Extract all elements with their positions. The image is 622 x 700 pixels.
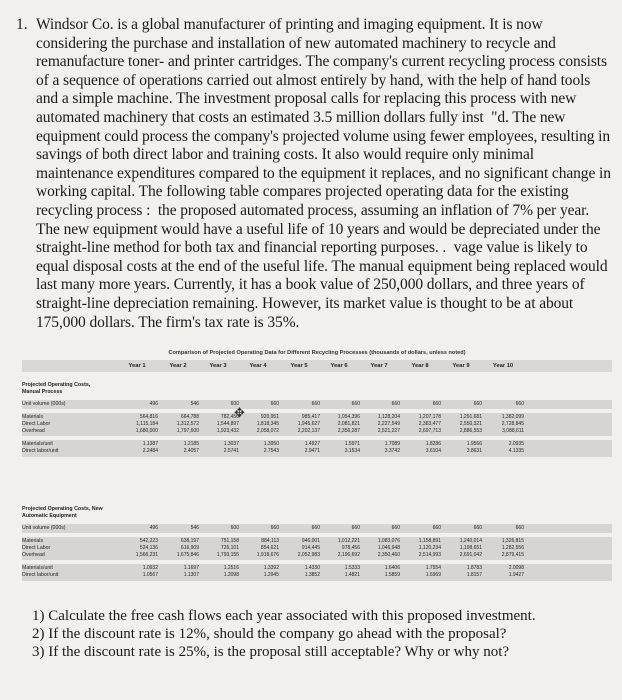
section-heading: Projected Operating Costs, New: [22, 506, 103, 512]
table-cell: 1.5971: [344, 441, 360, 447]
table-cell: 1,012,221: [337, 538, 360, 544]
table-cell: 1.9566: [466, 441, 482, 447]
table-cell: 1.3950: [263, 441, 279, 447]
row-label: Overhead: [22, 428, 45, 434]
table-cell: 660: [270, 401, 279, 407]
question-list: [32, 608, 612, 661]
table-cell: 546: [190, 401, 199, 407]
table-cell: 616,909: [180, 545, 199, 551]
table-title: Comparison of Projected Operating Data for Different Recycling Processes (thousands of dollars, unless noted): [168, 350, 466, 356]
table-cell: 660: [311, 401, 320, 407]
table-cell: 1.8286: [425, 441, 441, 447]
table-cell: 1,083,076: [377, 538, 400, 544]
table-cell: 660: [473, 401, 482, 407]
table-cell: 660: [515, 401, 524, 407]
table-cell: 2.5741: [223, 448, 239, 454]
table-cell: 660: [391, 525, 400, 531]
table-cell: 1.8783: [466, 565, 482, 571]
table-cell: 1.0567: [142, 572, 158, 578]
table-cell: 600: [230, 401, 239, 407]
table-cell: 1,158,891: [418, 538, 441, 544]
table-cell: 2.0098: [508, 565, 524, 571]
table-cell: 2,886,553: [459, 428, 482, 434]
table-cell: 1.7554: [425, 565, 441, 571]
table-cell: 524,136: [139, 545, 158, 551]
table-cell: 1.4927: [304, 441, 320, 447]
table-cell: 1,680,000: [135, 428, 158, 434]
table-cell: 3,088,611: [502, 428, 524, 434]
problem-text: Windsor Co. is a global manufacturer of printing and imaging equipment. It is now considering the purchase and installation of new automated machinery to recycle and remanufacture toner- and printer cartridges. The company's current recycling process consists of a sequence of operations carried out almost entirely by hand, with the help of hand tools and a simple machine. The investment proposal calls for replacing this process with new automated machinery that costs an estimated 3.5 million dollars fully inst "d. The new equipment could process the company's projected volume using fewer employees, resulting in savings of both direct labor and training costs. It also would require only minimal maintenance expenditures compared to the equipment it replaces, and no significant change in working capital. The following table compares projected operating data for the existing recycling process : the proposed automated process, assuming an inflation of 7% per year. The new equipment would have a useful life of 10 years and would be depreciated under the straight-line method for both tax and financial reporting purposes. . vage value is likely to equal disposal costs at the end of the useful life. The manual equipment being replaced would last many more years. Currently, it has a book value of 250,000 dollars, and three years of straight-line depreciation remaining. However, its market value is thought to be at about 175,000 dollars. The firm's tax rate is 35%.: [36, 16, 611, 331]
table-cell: 1.0932: [142, 565, 158, 571]
row-label: Direct labor/unit: [22, 448, 59, 454]
table-cell: 946,001: [301, 538, 320, 544]
table-cell: 660: [351, 401, 360, 407]
row-label: Direct labor/unit: [22, 572, 59, 578]
table-cell: 1,115,184: [136, 421, 158, 427]
row-label: Materials: [22, 414, 44, 420]
table-cell: 660: [311, 525, 320, 531]
year-header: Year 10: [492, 363, 514, 369]
table-cell: 564,816: [139, 414, 158, 420]
table-cell: 1,326,815: [501, 538, 524, 544]
table-cell: 1.2185: [183, 441, 199, 447]
table-cell: 1.3392: [263, 565, 279, 571]
table-cell: 1,240,014: [459, 538, 482, 544]
table-cell: 1.4821: [344, 572, 360, 578]
table-cell: 2,052,983: [297, 552, 320, 558]
table-cell: 1,544,897: [216, 421, 239, 427]
table-cell: 660: [473, 525, 482, 531]
table-cell: 854,621: [260, 545, 279, 551]
table-cell: 660: [270, 525, 279, 531]
table-cell: 2.4057: [183, 448, 199, 454]
table-cell: 726,101: [220, 545, 239, 551]
table-cell: 1.2945: [263, 572, 279, 578]
year-header-row: [22, 360, 612, 372]
year-header: Year 7: [370, 363, 388, 369]
table-cell: 1.2098: [223, 572, 239, 578]
table-cell: 1.9427: [508, 572, 524, 578]
table-cell: 2,202,137: [297, 428, 320, 434]
table-cell: 884,113: [261, 538, 279, 544]
table-cell: 3.8631: [466, 448, 482, 454]
table-cell: 660: [515, 525, 524, 531]
table-cell: 1,797,600: [176, 428, 199, 434]
table-cell: 638,197: [180, 538, 199, 544]
table-cell: 1,282,556: [501, 545, 524, 551]
table-cell: 542,223: [139, 538, 158, 544]
row-label: Overhead: [22, 552, 45, 558]
table-cell: 985,417: [301, 414, 320, 420]
table-cell: 1,923,432: [216, 428, 239, 434]
comparison-table: [22, 348, 612, 578]
table-cell: 1.7089: [384, 441, 400, 447]
table-cell: 3.1534: [344, 448, 360, 454]
table-cell: 1,198,651: [459, 545, 482, 551]
table-cell: 2,350,460: [377, 552, 400, 558]
table-cell: 2.9471: [304, 448, 320, 454]
section-subheading: Manual Process: [22, 389, 63, 395]
row-label: Materials: [22, 538, 44, 544]
year-header: Year 5: [290, 363, 308, 369]
section-heading: Projected Operating Costs,: [22, 382, 91, 388]
table-cell: 2,691,042: [459, 552, 482, 558]
table-cell: 1.3852: [304, 572, 320, 578]
table-cell: 3.6104: [425, 448, 441, 454]
year-header: Year 3: [209, 363, 227, 369]
year-header: Year 4: [249, 363, 267, 369]
table-cell: 1.5333: [344, 565, 360, 571]
table-cell: 4.1335: [508, 448, 524, 454]
table-cell: 2,514,993: [418, 552, 441, 558]
move-cursor-icon: ✥: [234, 406, 245, 421]
table-cell: 1.3037: [223, 441, 239, 447]
table-cell: 496: [149, 525, 158, 531]
table-cell: 660: [391, 401, 400, 407]
table-cell: 1,918,676: [256, 552, 279, 558]
table-cell: 2,728,845: [501, 421, 524, 427]
row-label: Unit volume (000s): [22, 401, 66, 407]
year-header: Year 9: [452, 363, 470, 369]
table-cell: 782,456: [220, 414, 239, 420]
table-cell: 920,951: [260, 414, 279, 420]
table-cell: 2.0935: [508, 441, 524, 447]
table-cell: 1.6406: [384, 565, 400, 571]
table-cell: 1,793,155: [216, 552, 239, 558]
table-cell: 2,879,415: [501, 552, 524, 558]
table-cell: 1.2516: [223, 565, 239, 571]
table-cell: 664,788: [180, 414, 199, 420]
table-cell: 2,383,477: [418, 421, 441, 427]
table-cell: 2.2484: [142, 448, 158, 454]
table-cell: 1,382,099: [501, 414, 524, 420]
table-cell: 1.6969: [425, 572, 441, 578]
row-label: Materials/unit: [22, 441, 53, 447]
table-cell: 914,445: [301, 545, 320, 551]
year-header: Year 2: [169, 363, 187, 369]
table-cell: 2,196,692: [337, 552, 360, 558]
table-cell: 1,054,396: [337, 414, 360, 420]
table-cell: 1,207,178: [418, 414, 441, 420]
table-cell: 2,081,821: [337, 421, 360, 427]
table-cell: 1.8157: [466, 572, 482, 578]
table-cell: 3.3742: [384, 448, 400, 454]
question-2: 2) If the discount rate is 12%, should the company go ahead with the proposal?: [32, 625, 507, 642]
table-cell: 1.1387: [142, 441, 158, 447]
table-cell: 660: [351, 525, 360, 531]
question-3: 3) If the discount rate is 25%, is the proposal still acceptable? Why or why not?: [32, 643, 510, 660]
table-cell: 1.1697: [183, 565, 199, 571]
table-cell: 1.1307: [183, 572, 199, 578]
section-subheading: Automatic Equipment: [22, 513, 77, 519]
table-cell: 978,456: [341, 545, 360, 551]
table-cell: 1,675,846: [176, 552, 199, 558]
table-cell: 1,128,204: [377, 414, 400, 420]
table-cell: 1.4330: [304, 565, 320, 571]
table-cell: 660: [432, 525, 441, 531]
year-header: Year 6: [330, 363, 348, 369]
table-cell: 496: [149, 401, 158, 407]
table-cell: 2,550,321: [459, 421, 482, 427]
year-header: Year 1: [128, 363, 146, 369]
year-header: Year 8: [411, 363, 429, 369]
table-cell: 1,291,681: [459, 414, 482, 420]
row-label: Direct Labor: [22, 421, 51, 427]
row-label: Materials/unit: [22, 565, 53, 571]
row-label: Unit volume (000s): [22, 525, 66, 531]
table-cell: 2,058,072: [256, 428, 279, 434]
problem-statement: [16, 16, 611, 332]
table-cell: 2,521,227: [377, 428, 400, 434]
table-cell: 2,697,713: [418, 428, 441, 434]
question-1: 1) Calculate the free cash flows each year associated with this proposed investment.: [32, 608, 536, 624]
table-cell: 600: [230, 525, 239, 531]
table-cell: 2,227,549: [377, 421, 400, 427]
table-cell: 2,356,287: [337, 428, 360, 434]
table-cell: 660: [432, 401, 441, 407]
table-cell: 1,566,231: [135, 552, 158, 558]
table-cell: 1,818,345: [256, 421, 279, 427]
table-cell: 1,945,627: [297, 421, 320, 427]
table-cell: 1,312,572: [176, 421, 199, 427]
table-cell: 1,046,948: [377, 545, 400, 551]
table-cell: 546: [190, 525, 199, 531]
table-cell: 1,120,234: [418, 545, 441, 551]
table-cell: 751,158: [220, 538, 239, 544]
row-label: Direct Labor: [22, 545, 51, 551]
problem-number: 1.: [16, 16, 28, 33]
table-cell: 2.7543: [263, 448, 279, 454]
table-cell: 1.5859: [384, 572, 400, 578]
